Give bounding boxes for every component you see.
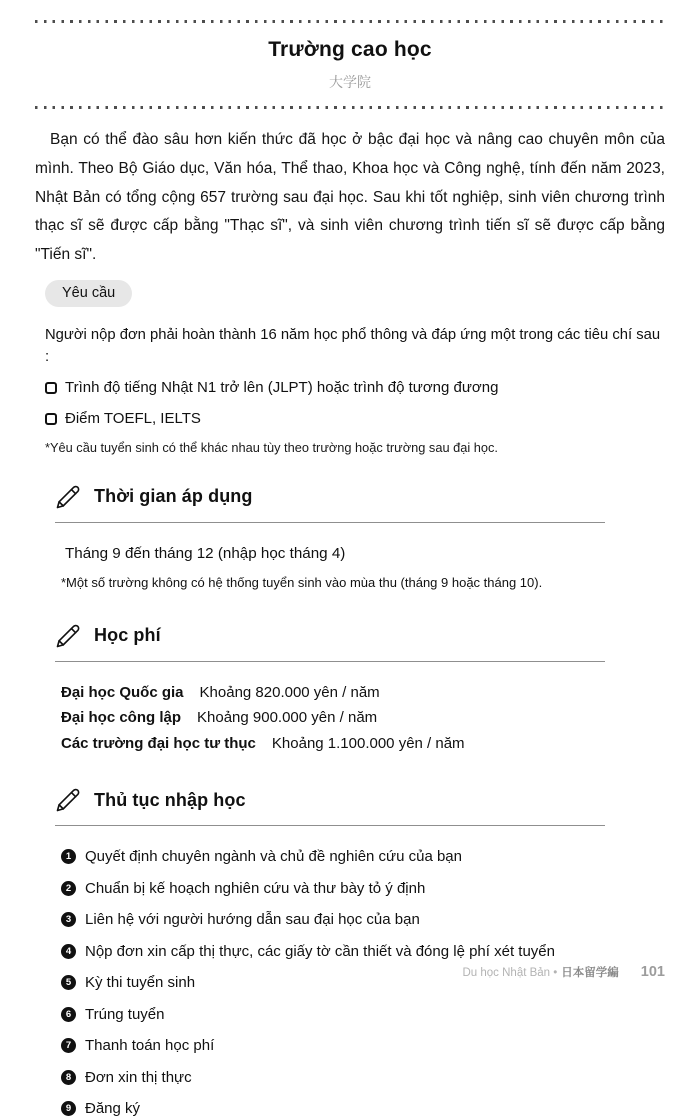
requirements-intro: Người nộp đơn phải hoàn thành 16 năm học phổ thông và đáp ứng một trong các tiêu chí sau : [45, 326, 661, 365]
step-number-badge: 5 [61, 975, 76, 990]
table-row [61, 705, 665, 731]
tuition-row-value: Khoảng 1.100.000 yên / năm [271, 734, 465, 752]
top-dotted-divider [35, 20, 665, 23]
table-row [61, 680, 665, 706]
page-footer [462, 964, 665, 980]
section-title: Học phí [94, 625, 161, 646]
tuition-row-value: Khoảng 820.000 yên / năm [199, 683, 380, 701]
footer-series-label: Du học Nhật Bản • [462, 967, 558, 979]
requirement-item-label: Điểm TOEFL, IELTS [65, 409, 201, 427]
tuition-rows [61, 680, 665, 757]
requirements-badge: Yêu cầu [45, 280, 132, 307]
step-label: Đơn xin thị thực [85, 1068, 192, 1086]
footer-series-japanese-label: 日本留学編 [561, 967, 619, 979]
section-title: Thời gian áp dụng [94, 486, 253, 507]
tuition-row-label: Đại học Quốc gia [61, 683, 184, 701]
step-label: Chuẩn bị kế hoạch nghiên cứu và thư bày tỏ ý định [85, 879, 426, 897]
step-label: Nộp đơn xin cấp thị thực, các giấy tờ cần thiết và đóng lệ phí xét tuyển [85, 942, 555, 960]
tuition-row-label: Đại học công lập [61, 709, 182, 727]
header-dotted-divider [35, 106, 665, 109]
list-item [61, 1098, 665, 1119]
requirement-item-label: Trình độ tiếng Nhật N1 trở lên (JLPT) hoặc trình độ tương đương [65, 378, 499, 396]
list-item [61, 1067, 665, 1088]
list-item [61, 878, 665, 899]
step-label: Trúng tuyển [85, 1005, 165, 1023]
step-number-badge: 2 [61, 881, 76, 896]
page-title: Trường cao học [268, 38, 432, 61]
requirements-note: *Yêu cầu tuyển sinh có thể khác nhau tùy theo trường hoặc trường sau đại học. [45, 439, 498, 455]
section-title: Thủ tục nhập học [94, 789, 246, 810]
section-body [61, 543, 665, 592]
section-heading [55, 787, 605, 826]
step-label: Thanh toán học phí [85, 1037, 215, 1055]
application-period-note: *Một số trường không có hệ thống tuyển sinh vào mùa thu (tháng 9 hoặc tháng 10). [61, 574, 543, 590]
step-number-badge: 9 [61, 1101, 76, 1116]
list-item [61, 1035, 665, 1056]
step-label: Đăng ký [85, 1100, 141, 1118]
step-number-badge: 3 [61, 912, 76, 927]
section-tuition [55, 623, 665, 757]
section-heading [55, 484, 605, 523]
list-item [61, 846, 665, 867]
section-application-period [55, 484, 665, 592]
list-item [45, 377, 665, 399]
step-label: Kỳ thi tuyển sinh [85, 974, 196, 992]
intro-paragraph: Bạn có thể đào sâu hơn kiến thức đã học ở bậc đại học và nâng cao chuyên môn của mình. Theo Bộ Giáo dục, Văn hóa, Thể thao, Khoa học và Công nghệ, tính đến năm 2023, Nhật Bản có tổng cộng 657 trường sau đại học. Sau khi tốt nghiệp, sinh viên chương trình thạc sĩ sẽ được cấp bằng "Thạc sĩ", và sinh viên chương trình tiến sĩ sẽ được cấp bằng "Tiến sĩ". [35, 131, 665, 264]
list-item [61, 909, 665, 930]
step-number-badge: 1 [61, 849, 76, 864]
section-heading [55, 623, 605, 662]
page-number: 101 [640, 964, 665, 980]
tuition-row-label: Các trường đại học tư thục [61, 734, 256, 752]
checkbox-icon [45, 413, 57, 425]
tuition-row-value: Khoảng 900.000 yên / năm [197, 709, 378, 727]
pencil-icon [55, 787, 81, 813]
procedure-steps [61, 846, 665, 1119]
table-row [61, 731, 665, 757]
step-number-badge: 6 [61, 1007, 76, 1022]
pencil-icon [55, 623, 81, 649]
checkbox-icon [45, 382, 57, 394]
requirements-block [45, 270, 665, 457]
page-subtitle-japanese: 大学院 [329, 74, 371, 90]
list-item [45, 408, 665, 430]
step-number-badge: 7 [61, 1038, 76, 1053]
step-number-badge: 8 [61, 1070, 76, 1085]
list-item [61, 941, 665, 962]
step-number-badge: 4 [61, 944, 76, 959]
pencil-icon [55, 484, 81, 510]
list-item [61, 1004, 665, 1025]
section-admission-procedure [55, 787, 665, 1119]
step-label: Quyết định chuyên ngành và chủ đề nghiên cứu của bạn [85, 848, 462, 866]
step-label: Liên hệ với người hướng dẫn sau đại học của bạn [85, 911, 420, 929]
application-period-value: Tháng 9 đến tháng 12 (nhập học tháng 4) [65, 544, 346, 562]
